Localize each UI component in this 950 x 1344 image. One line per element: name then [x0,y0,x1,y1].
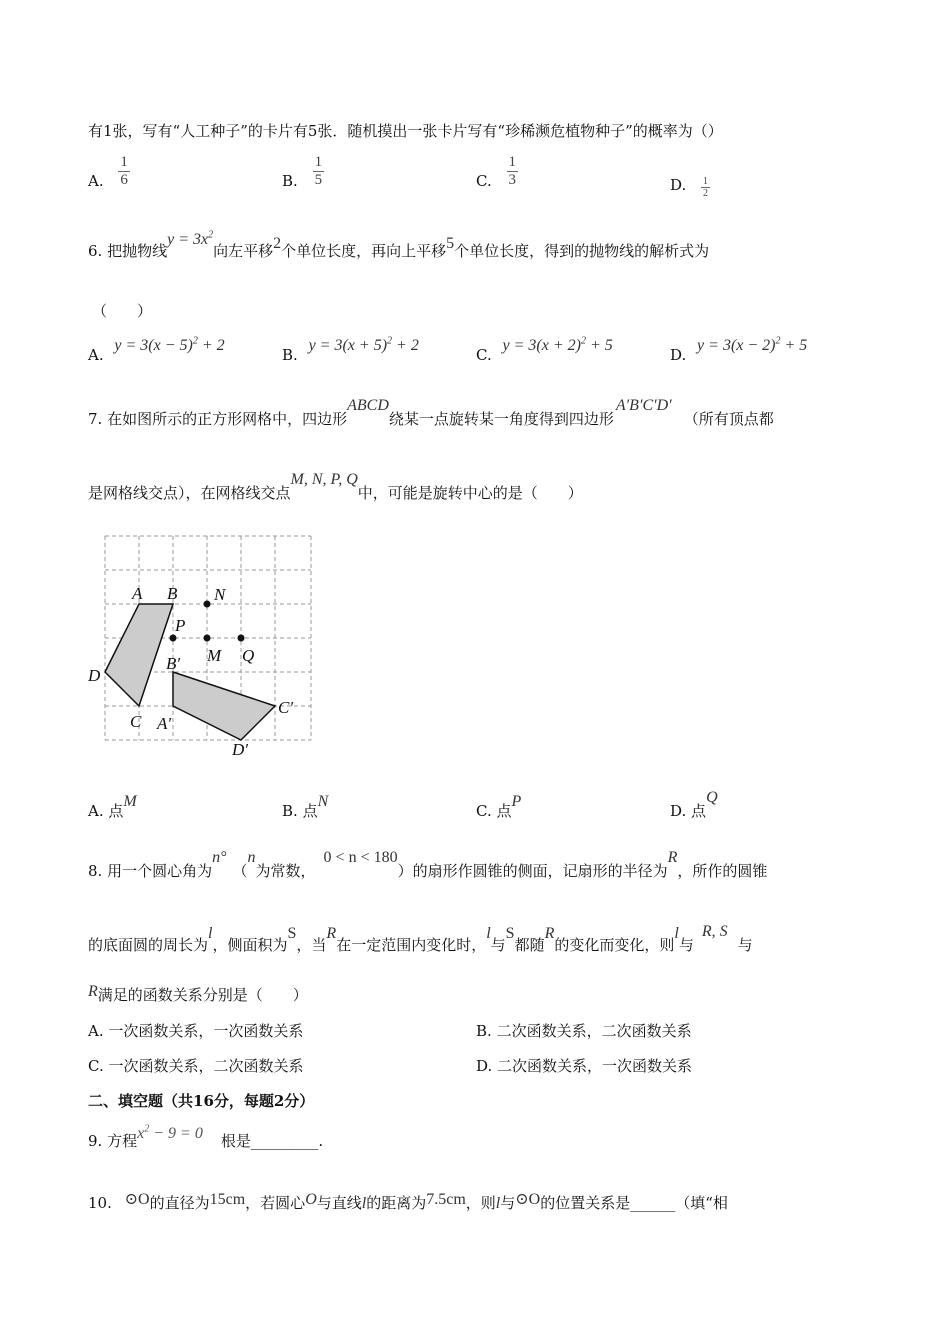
q6-option-c[interactable]: C. $y = 3(x + 2)^2 + 5$ [476,336,613,365]
q8-line3: R满足的函数关系分别是（ ） [88,983,308,1004]
question-number: 7. [88,410,103,428]
label-a: A [132,584,143,603]
q5-option-d[interactable] [670,170,710,199]
label-c-prime: C′ [278,698,294,717]
q6-paren: （ ） [92,302,153,320]
q7-option-b[interactable]: B. 点N [282,793,329,820]
label-d-prime: D′ [232,740,248,759]
quadrilateral-abcd [105,604,173,706]
fraction: $\frac{1}{3}$ [508,154,516,188]
point-p [170,635,177,642]
label-b-prime: B′ [166,654,181,673]
q9: 9. 方程$x^2 - 9 = 0$ 根是_________. [88,1123,324,1150]
option-label: B. [282,172,298,190]
fraction: $\frac{1}{5}$ [314,154,323,188]
section-title: 二、填空题（共16分，每题2分） [88,1092,315,1110]
label-a-prime: A′ [157,714,172,733]
q8-option-b[interactable]: B. 二次函数关系，二次函数关系 [476,1022,692,1040]
q6-option-d[interactable]: D. $y = 3(x - 2)^2 + 5$ [670,336,808,365]
label-n: N [214,585,226,604]
q5-option-c[interactable] [476,152,518,188]
q5-option-b[interactable] [282,152,324,188]
q6-option-b[interactable]: B. $y = 3(x + 5)^2 + 2$ [282,336,419,365]
q5-option-a[interactable] [88,152,130,188]
point-n [204,601,211,608]
label-c: C [130,712,142,731]
option-label: A. [88,172,104,190]
math-expr: $y = 3x^2$ [167,229,214,248]
q7-option-c[interactable]: C. 点P [476,793,522,820]
label-q: Q [242,646,255,665]
q10: 10. ⊙O的直径为15cm，若圆心O与直线l的距离为7.5cm，则l与⊙O的位置关系是______（填“相 [88,1191,728,1212]
point-m [204,635,211,642]
q8-option-c[interactable]: C. 一次函数关系，二次函数关系 [88,1057,304,1075]
quadrilateral-abcd-prime [173,672,275,740]
q7-option-d[interactable]: D. 点Q [670,789,718,820]
q7-stem-line1: 7. 在如图所示的正方形网格中，四边形ABCD绕某一点旋转某一角度得到四边形A′B′C′D′（所有顶点都 [88,397,774,428]
label-m: M [207,646,222,665]
q8-option-d[interactable]: D. 二次函数关系，一次函数关系 [476,1057,693,1075]
q7-grid-figure [80,528,330,768]
q8-line2: 的底面圆的周长为l，侧面积为S，当R在一定范围内变化时，l与S都随R的变化而变化，则l与R, S与 [88,923,753,954]
option-label: D. [670,176,687,194]
q5-stem: 有1张，写有“人工种子”的卡片有5张．随机摸出一张卡片写有“珍稀濒危植物种子”的概率为（） [88,122,723,140]
q7-option-a[interactable]: A. 点M [88,793,137,820]
fraction: $\frac{1}{6}$ [120,154,128,188]
label-b: B [167,584,178,603]
point-q [238,635,245,642]
label-p: P [175,616,186,635]
label-d: D [88,666,101,685]
q7-stem-line2: 是网格线交点），在网格线交点M, N, P, Q中，可能是旋转中心的是（ ） [88,471,583,502]
option-label: C. [476,172,492,190]
q6-option-a[interactable]: A. $y = 3(x - 5)^2 + 2$ [88,336,225,365]
q8-option-a[interactable]: A. 一次函数关系，一次函数关系 [88,1022,304,1040]
question-number: 6. [88,242,103,260]
q6-stem: 6. 把抛物线$y = 3x^2$向左平移2个单位长度，再向上平移5个单位长度，得到的抛物线的解析式为 [88,229,710,260]
fraction: $\frac{1}{2}$ [703,176,709,199]
q8-line1: 8. 用一个圆心角为n°（n为常数，0 < n < 180）的扇形作圆锥的侧面，记扇形的半径为R，所作的圆锥 [88,849,768,880]
